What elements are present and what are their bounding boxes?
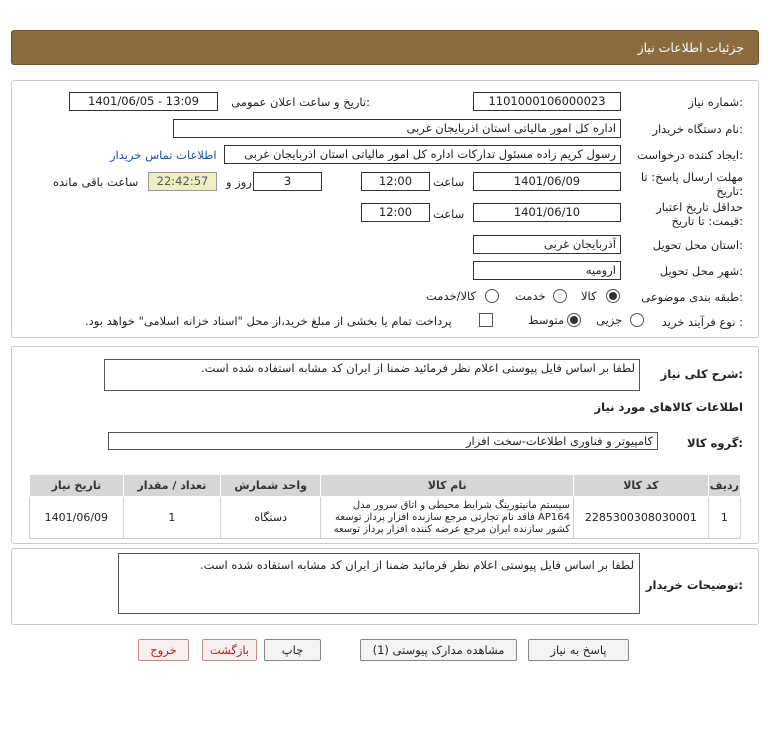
category-radio-goods[interactable]: [606, 289, 620, 303]
process-radio-small[interactable]: [630, 313, 644, 327]
cell-date: 1401/06/09: [30, 497, 124, 539]
remaining-time-field: 22:42:57: [148, 172, 217, 191]
validity-date-field: 1401/06/10: [473, 203, 621, 222]
validity-time-label: ساعت: [433, 207, 465, 221]
col-date: تاریخ نیاز: [30, 475, 124, 497]
buyer-field: اداره کل امور مالیاتی استان اذربایجان غربی: [173, 119, 621, 138]
days-field: 3: [253, 172, 322, 191]
days-label: روز و: [226, 175, 252, 189]
cell-row: 1: [708, 497, 740, 539]
table-row[interactable]: [30, 497, 741, 539]
page-title: جزئیات اطلاعات نیاز: [637, 40, 744, 55]
deadline-time-label: ساعت: [433, 175, 465, 189]
process-option-small: جزیی: [596, 313, 623, 327]
buyer-notes-field: لطفا بر اساس فایل پیوستی اعلام نظر فرمائید ضمنا از ایران کد مشابه استفاده شده است.: [118, 553, 640, 614]
goods-group-label: گروه کالا:: [687, 436, 743, 450]
process-label: نوع فرآیند خرید :: [661, 315, 743, 329]
cell-code: 2285300308030001: [574, 497, 709, 539]
category-option-goods-service: کالا/خدمت: [426, 289, 477, 303]
goods-table: [29, 474, 741, 539]
category-label: طبقه بندی موضوعی:: [641, 290, 743, 304]
category-radio-service[interactable]: [553, 289, 567, 303]
page-header: [11, 30, 759, 65]
col-row: ردیف: [708, 475, 740, 497]
city-label: شهر محل تحویل:: [659, 264, 743, 278]
treasury-checkbox[interactable]: [479, 313, 493, 327]
col-unit: واحد شمارش: [220, 475, 320, 497]
need-number-label: شماره نیاز:: [688, 95, 743, 109]
buyer-contact-link[interactable]: اطلاعات تماس خریدار: [110, 148, 217, 162]
exit-button[interactable]: خروج: [138, 639, 189, 661]
validity-label: حداقل تاریخ اعتبار: [656, 200, 743, 214]
process-radio-medium[interactable]: [567, 313, 581, 327]
validity-label-2: قیمت: تا تاریخ:: [671, 214, 743, 228]
need-number-field: 1101000106000023: [473, 92, 621, 111]
category-option-service: خدمت: [515, 289, 546, 303]
col-qty: تعداد / مقدار: [123, 475, 220, 497]
buyer-notes-label: توضیحات خریدار:: [645, 578, 743, 592]
validity-time-field: 12:00: [361, 203, 430, 222]
announce-field: 1401/06/05 - 13:09: [69, 92, 218, 111]
print-button[interactable]: چاپ: [264, 639, 321, 661]
province-label: استان محل تحویل:: [652, 238, 743, 252]
cell-qty: 1: [123, 497, 220, 539]
announce-label: تاریخ و ساعت اعلان عمومی:: [231, 95, 370, 109]
cell-name: سیستم مانیتورینگ شرایط محیطی و اتاق سرور مدل AP164 فاقد نام تجارتی مرجع سازنده افزار پرداز توسعه کشور سازنده ایران مرجع عرضه کننده افزار پرداز توسعه: [321, 497, 574, 539]
summary-label: شرح کلی نیاز:: [660, 367, 743, 381]
deadline-time-field: 12:00: [361, 172, 430, 191]
col-name: نام کالا: [321, 475, 574, 497]
requester-label: ایجاد کننده درخواست:: [637, 148, 743, 162]
city-field: ارومیه: [473, 261, 621, 280]
deadline-date-field: 1401/06/09: [473, 172, 621, 191]
table-header-row: [30, 475, 741, 497]
category-radio-goods-service[interactable]: [485, 289, 499, 303]
payment-note: پرداخت تمام یا بخشی از مبلغ خرید،از محل "اسناد خزانه اسلامی" خواهد بود.: [85, 314, 452, 328]
back-button[interactable]: بازگشت: [202, 639, 257, 661]
reply-button[interactable]: پاسخ به نیاز: [528, 639, 629, 661]
col-code: کد کالا: [574, 475, 709, 497]
deadline-label-2: تاریخ:: [716, 184, 743, 198]
goods-section-title: اطلاعات کالاهای مورد نیاز: [594, 400, 743, 414]
category-option-goods: کالا: [581, 289, 597, 303]
province-field: آذربایجان غربی: [473, 235, 621, 254]
process-option-medium: متوسط: [528, 313, 565, 327]
requester-field: رسول کریم زاده مسئول تدارکات اداره کل امور مالیاتی استان اذربایجان غربی: [224, 145, 621, 164]
goods-group-field: کامپیوتر و فناوری اطلاعات-سخت افزار: [108, 432, 658, 450]
buyer-label: نام دستگاه خریدار:: [652, 122, 743, 136]
attachments-button[interactable]: مشاهده مدارک پیوستی (1): [360, 639, 517, 661]
deadline-label: مهلت ارسال پاسخ: تا: [640, 170, 743, 184]
remaining-label: ساعت باقی مانده: [53, 175, 139, 189]
cell-unit: دستگاه: [220, 497, 320, 539]
summary-field: لطفا بر اساس فایل پیوستی اعلام نظر فرمائید ضمنا از ایران کد مشابه استفاده شده است.: [104, 359, 640, 391]
